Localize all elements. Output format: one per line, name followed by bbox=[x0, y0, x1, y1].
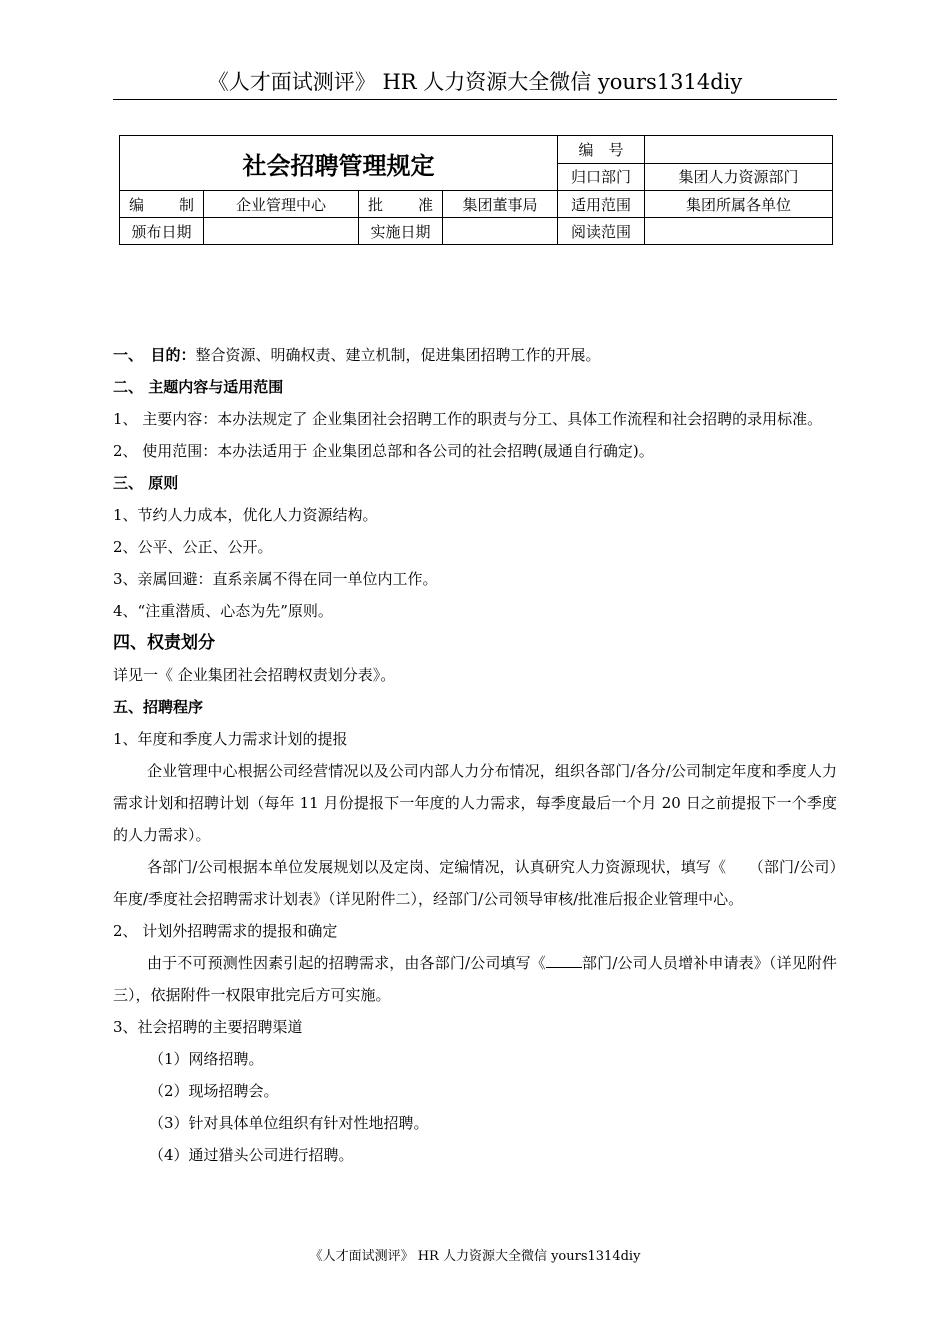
section-1-heading: 一、 目的： bbox=[113, 346, 196, 364]
section-5-3-title: 3、社会招聘的主要招聘渠道 bbox=[113, 1018, 303, 1036]
section-2-paragraph-1: 1、 主要内容：本办法规定了 企业集团社会招聘工作的职责与分工、具体工作流程和社会招聘的录用标准。 bbox=[113, 410, 823, 428]
number-value bbox=[645, 136, 833, 164]
section-1 bbox=[113, 339, 837, 371]
prepared-value: 企业管理中心 bbox=[204, 191, 359, 218]
section-3-item-2: 2、公平、公正、公开。 bbox=[113, 538, 273, 556]
document-info-table bbox=[119, 135, 833, 245]
section-5-2-title: 2、 计划外招聘需求的提报和确定 bbox=[113, 922, 338, 940]
section-3-heading: 三、 原则 bbox=[113, 474, 179, 492]
page-header: 《人才面试测评》 HR 人力资源大全微信 yours1314diy bbox=[113, 66, 837, 100]
section-5-1-paragraph-2: 各部门/公司根据本单位发展规划以及定岗、定编情况，认真研究人力资源现状，填写《 （部门/公司） 年度/季度社会招聘需求计划表》（详见附件二），经部门/公司领导审核/批准后报企业管理中心。 bbox=[113, 858, 853, 908]
scope-label: 适用范围 bbox=[558, 191, 645, 218]
section-5-2-text-a: 由于不可预测性因素引起的招聘需求，由各部门/公司填写《 bbox=[147, 954, 546, 972]
issue-date-label: 颁布日期 bbox=[120, 218, 204, 245]
approved-value: 集团董事局 bbox=[443, 191, 558, 218]
section-1-text: 整合资源、明确权责、建立机制，促进集团招聘工作的开展。 bbox=[195, 346, 601, 364]
issue-date-value bbox=[204, 218, 359, 245]
approved-label: 批准 bbox=[359, 191, 443, 218]
section-5-heading: 五、招聘程序 bbox=[113, 698, 204, 716]
channel-item-1: （1）网络招聘。 bbox=[149, 1050, 264, 1068]
effective-date-value bbox=[443, 218, 558, 245]
section-5-2-paragraph bbox=[113, 947, 837, 1011]
section-2-paragraph-2: 2、 使用范围：本办法适用于 企业集团总部和各公司的社会招聘(晟通自行确定)。 bbox=[113, 442, 654, 460]
number-label: 编 号 bbox=[558, 136, 645, 164]
section-3-item-3: 3、亲属回避：直系亲属不得在同一单位内工作。 bbox=[113, 570, 438, 588]
section-4-heading: 四、权责划分 bbox=[113, 633, 215, 653]
section-2-heading: 二、 主题内容与适用范围 bbox=[113, 378, 284, 396]
document-title: 社会招聘管理规定 bbox=[120, 136, 558, 191]
scope-value: 集团所属各单位 bbox=[645, 191, 833, 218]
section-5-1-title: 1、年度和季度人力需求计划的提报 bbox=[113, 730, 348, 748]
read-scope-label: 阅读范围 bbox=[558, 218, 645, 245]
document-body bbox=[113, 339, 853, 1171]
page-footer: 《人才面试测评》 HR 人力资源大全微信 yours1314diy bbox=[309, 1249, 641, 1264]
section-4-paragraph: 详见一《 企业集团社会招聘权责划分表》。 bbox=[113, 666, 396, 684]
channel-item-3: （3）针对具体单位组织有针对性地招聘。 bbox=[149, 1114, 429, 1132]
read-scope-value bbox=[645, 218, 833, 245]
section-5-1-paragraph-1: 企业管理中心根据公司经营情况以及公司内部人力分布情况，组织各部门/各分/公司制定年度和季度人力需求计划和招聘计划（每年 11 月份提报下一年度的人力需求，每季度最后一个月 20 日之前提报下一个季度的人力需求）。 bbox=[113, 762, 837, 844]
channel-item-4: （4）通过猎头公司进行招聘。 bbox=[149, 1146, 354, 1164]
form-blank-underline bbox=[546, 953, 582, 968]
effective-date-label: 实施日期 bbox=[359, 218, 443, 245]
section-3-item-1: 1、节约人力成本，优化人力资源结构。 bbox=[113, 506, 378, 524]
section-5-2-text-b: 部门/公司人员增补申请表》（详见附件三），依据附件一权限审批完后方可实施。 bbox=[113, 954, 837, 1004]
channel-item-2: （2）现场招聘会。 bbox=[149, 1082, 279, 1100]
dept-value: 集团人力资源部门 bbox=[645, 163, 833, 191]
section-3-item-4: 4、“注重潜质、心态为先”原则。 bbox=[113, 602, 333, 620]
dept-label: 归口部门 bbox=[558, 163, 645, 191]
prepared-label: 编制 bbox=[120, 191, 204, 218]
